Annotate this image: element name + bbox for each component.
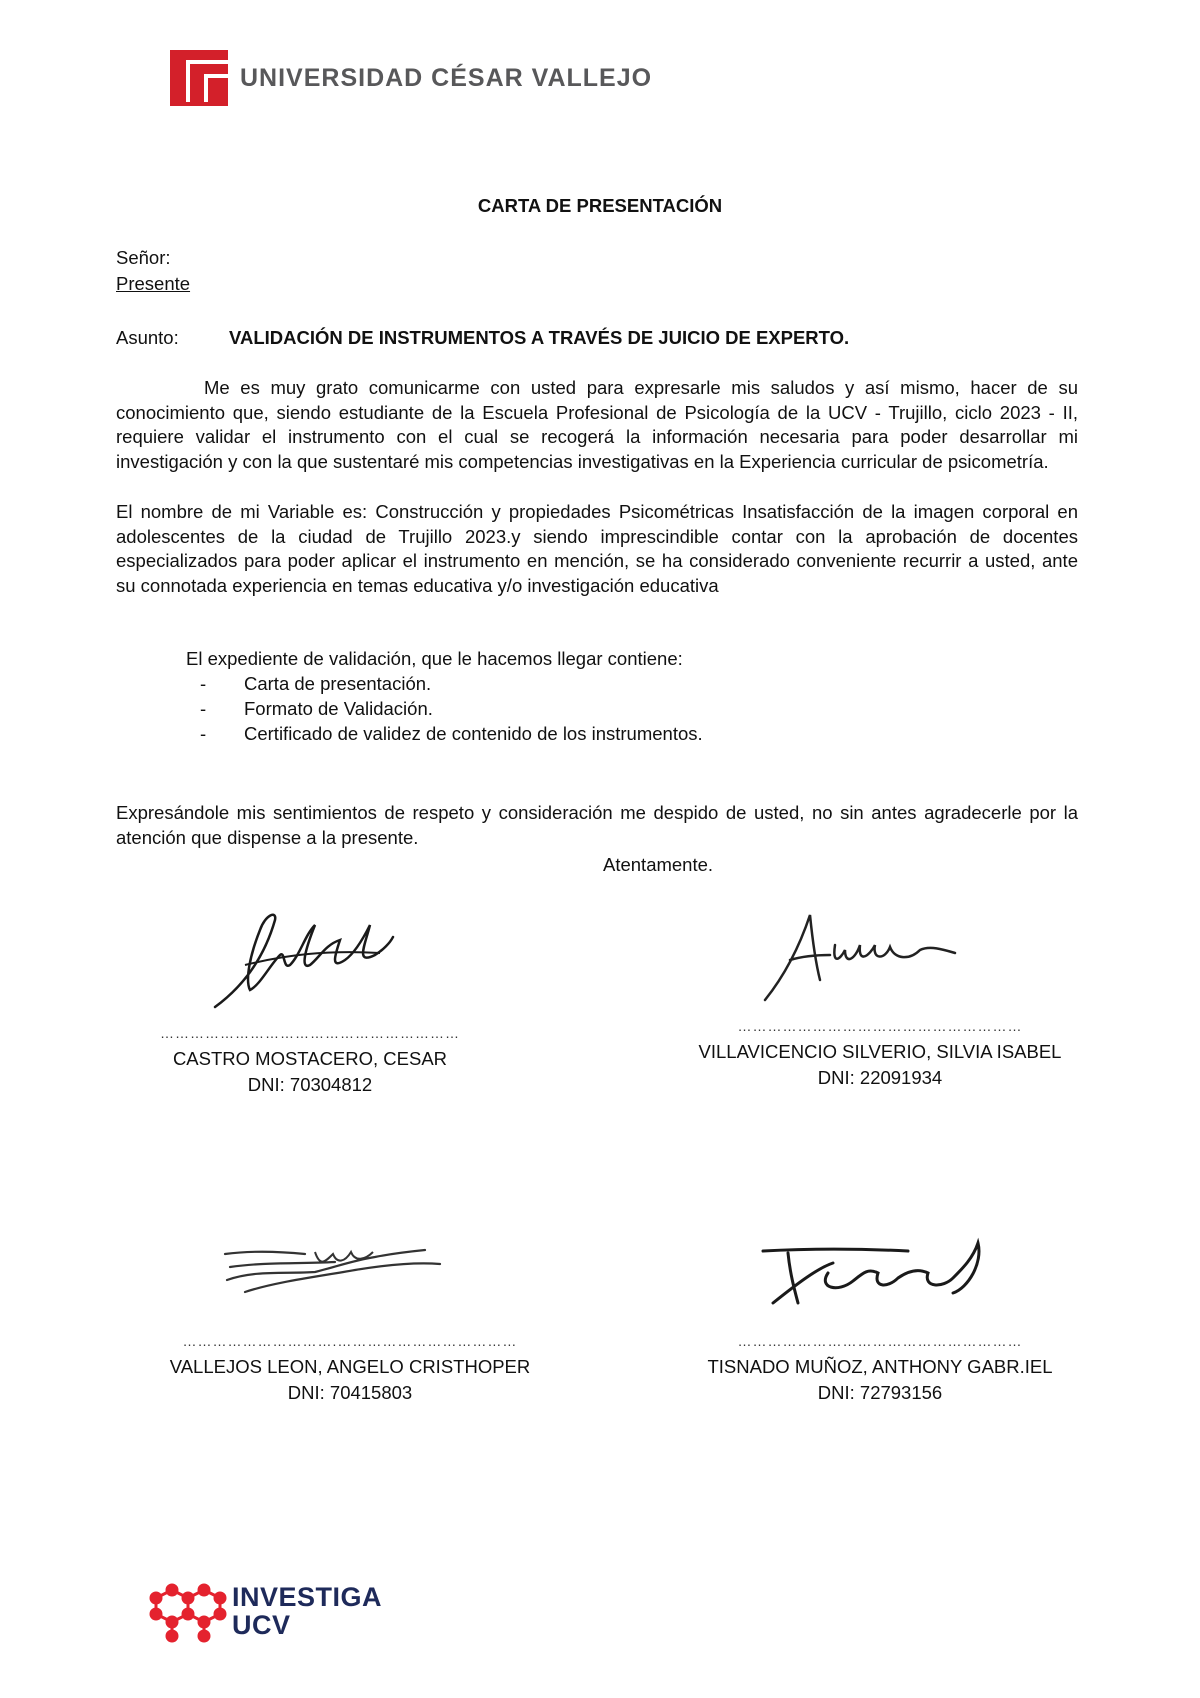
atentamente: Atentamente.	[603, 854, 714, 875]
signatory-dni: DNI: 70304812	[247, 1074, 373, 1095]
signatory-1	[95, 1020, 525, 1098]
footer-line2: UCV	[232, 1610, 291, 1640]
signature-2	[760, 905, 960, 1005]
molecule-icon	[148, 1580, 228, 1646]
signatory-3	[110, 1328, 590, 1406]
salutation: Señor:	[116, 247, 171, 268]
list-item: - Formato de Validación.	[200, 698, 433, 719]
asunto-text: VALIDACIÓN DE INSTRUMENTOS A TRAVÉS DE JUICIO DE EXPERTO.	[229, 327, 850, 348]
expediente-intro: El expediente de validación, que le hacemos llegar contiene:	[186, 648, 683, 669]
letter-title: CARTA DE PRESENTACIÓN	[477, 195, 723, 216]
signatory-name: TISNADO MUÑOZ, ANTHONY GABR.IEL	[707, 1356, 1053, 1377]
signature-line: …………………………………………………	[737, 1333, 1023, 1349]
signatory-dni: DNI: 70415803	[287, 1382, 413, 1403]
asunto-label: Asunto:	[116, 327, 179, 348]
signatory-name: CASTRO MOSTACERO, CESAR	[172, 1048, 448, 1069]
signatory-name: VALLEJOS LEON, ANGELO CRISTHOPER	[169, 1356, 531, 1377]
signature-line: …………………………………………………	[737, 1018, 1023, 1034]
ucv-shield-icon	[168, 44, 238, 114]
signatory-name: VILLAVICENCIO SILVERIO, SILVIA ISABEL	[698, 1041, 1062, 1062]
list-item: - Certificado de validez de contenido de los instrumentos.	[200, 723, 703, 744]
signatory-dni: DNI: 72793156	[817, 1382, 943, 1403]
signature-3	[215, 1232, 445, 1302]
signature-1	[205, 895, 395, 1015]
signatory-dni: DNI: 22091934	[817, 1067, 943, 1088]
paragraph-intro: Me es muy grato comunicarme con usted para expresarle mis saludos y así mismo, hacer de su conocimiento que, siendo estudiante de la Escuela Profesional de Psicología de la UCV - Trujillo, ciclo 2023 - II, requiere validar el instrumento con el cual se recogerá la información necesaria para poder desarrollar mi investigación y con la que sustentaré mis competencias investigativas en la Experiencia curricular de psicometría.	[116, 377, 1078, 472]
list-item: - Carta de presentación.	[200, 673, 432, 694]
signature-line: ……………………………………………………	[160, 1025, 460, 1041]
signature-4	[758, 1233, 988, 1313]
presente: Presente	[116, 273, 191, 294]
paragraph-variable: El nombre de mi Variable es: Construcción y propiedades Psicométricas Insatisfacción de la imagen corporal en adolescentes de la ciudad de Trujillo 2023.y siendo imprescindible contar con la aprobación de docentes especializados para poder aplicar el instrumento en mención, se ha considerado conveniente recurrir a usted, ante su connotada experiencia en temas educativa y/o investigación educativa	[116, 501, 1078, 596]
closing-paragraph: Expresándole mis sentimientos de respeto y consideración me despido de usted, no sin antes agradecerle por la atención que dispense a la presente.	[116, 802, 1078, 848]
investiga-ucv-text	[232, 1583, 382, 1639]
signatory-4	[650, 1328, 1110, 1406]
footer-line1: INVESTIGA	[232, 1582, 383, 1612]
university-name: UNIVERSIDAD CÉSAR VALLEJO	[240, 64, 653, 92]
signature-line: ………………………….………………………………	[182, 1333, 518, 1349]
signatory-2	[645, 1013, 1115, 1091]
